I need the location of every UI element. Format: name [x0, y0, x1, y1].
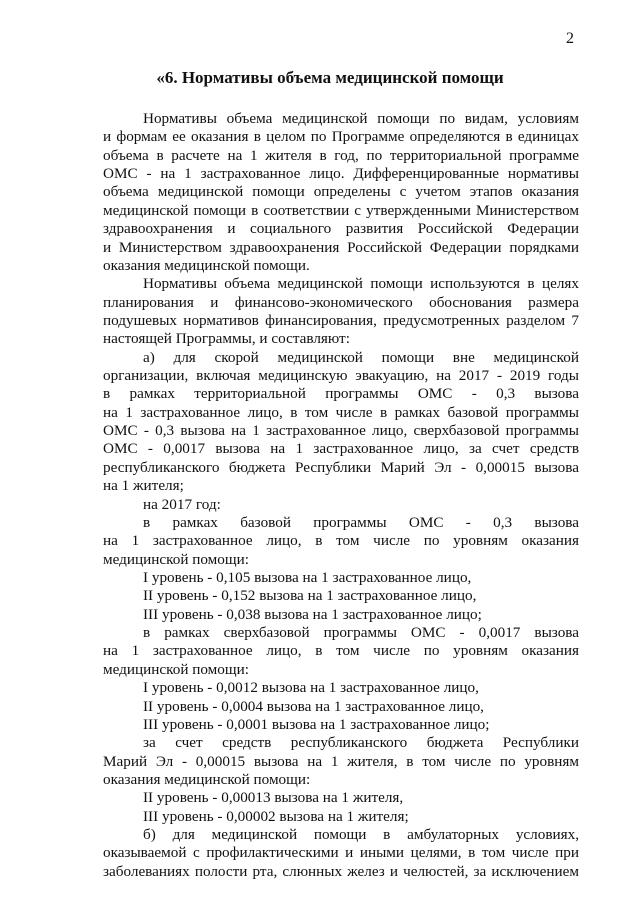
text-line: республиканского бюджета Республики Марий Эл - 0,00015 вызова [103, 458, 579, 476]
text-line: медицинской помощи в соответствии с утвержденными Министерством [103, 201, 579, 219]
text-line: I уровень - 0,0012 вызова на 1 застрахованное лицо, [143, 679, 479, 697]
page-number: 2 [566, 30, 574, 47]
text-line: организации, включая медицинскую эвакуацию, на 2017 - 2019 годы [103, 367, 579, 385]
text-line: на 1 застрахованное лицо, в том числе по уровням оказания [103, 532, 579, 550]
text-line: планирования и финансово-экономического обоснования размера [103, 293, 579, 311]
text-line: в рамках сверхбазовой программы ОМС - 0,0017 вызова [143, 624, 579, 642]
text-line: на 1 жителя; [103, 477, 184, 495]
text-line: на 2017 год: [143, 495, 221, 513]
text-line: в рамках базовой программы ОМС - 0,3 вызова [143, 513, 579, 531]
section-title: «6. Нормативы объема медицинской помощи [156, 68, 504, 87]
text-line: за счет средств республиканского бюджета Республики [143, 734, 579, 752]
text-line: оказываемой с профилактическими и иными целями, в том числе при [103, 844, 579, 862]
text-line: ОМС - 0,3 вызова на 1 застрахованное лицо, сверхбазовой программы [103, 422, 579, 440]
text-line: Нормативы объема медицинской помощи используются в целях [143, 275, 579, 293]
text-line: III уровень - 0,038 вызова на 1 застрахованное лицо; [143, 605, 482, 623]
text-line: ОМС - на 1 застрахованное лицо. Дифференцированные нормативы [103, 165, 579, 183]
text-line: I уровень - 0,105 вызова на 1 застрахованное лицо, [143, 568, 472, 586]
document-body [103, 110, 579, 881]
text-line: и формам ее оказания в целом по Программе определяются в единицах [103, 128, 579, 146]
text-line: заболеваниях полости рта, слюнных желез и челюстей, за исключением [103, 862, 579, 880]
text-line: ОМС - 0,0017 вызова на 1 застрахованное лицо, за счет средств [103, 440, 579, 458]
text-line: объема в расчете на 1 жителя в год, по территориальной программе [103, 146, 579, 164]
text-line: II уровень - 0,152 вызова на 1 застрахованное лицо, [143, 587, 477, 605]
text-line: Марий Эл - 0,00015 вызова на 1 жителя, в том числе по уровням [103, 752, 579, 770]
text-line: оказания медицинской помощи. [103, 256, 310, 274]
text-line: здравоохранения и социального развития Российской Федерации [103, 220, 579, 238]
text-line: настоящей Программы, и составляют: [103, 330, 350, 348]
text-line: оказания медицинской помощи: [103, 770, 311, 788]
text-line: в рамках территориальной программы ОМС - 0,3 вызова [103, 385, 579, 403]
text-line: подушевых нормативов финансирования, предусмотренных разделом 7 [103, 311, 579, 329]
text-line: III уровень - 0,0001 вызова на 1 застрахованное лицо; [143, 715, 490, 733]
text-line: на 1 застрахованное лицо, в том числе по уровням оказания [103, 642, 579, 660]
text-line: б) для медицинской помощи в амбулаторных условиях, [143, 826, 579, 844]
text-line: а) для скорой медицинской помощи вне медицинской [143, 348, 579, 366]
text-line: на 1 застрахованное лицо, в том числе в рамках базовой программы [103, 403, 579, 421]
text-line: II уровень - 0,00013 вызова на 1 жителя, [143, 789, 404, 807]
text-line: объема медицинской помощи определены с учетом этапов оказания [103, 183, 579, 201]
text-line: и Министерством здравоохранения Российской Федерации порядками [103, 238, 579, 256]
text-line: Нормативы объема медицинской помощи по видам, условиям [143, 110, 579, 127]
text-line: III уровень - 0,00002 вызова на 1 жителя; [143, 807, 409, 825]
text-line: медицинской помощи: [103, 550, 249, 568]
text-line: II уровень - 0,0004 вызова на 1 застрахованное лицо, [143, 697, 484, 715]
text-line: медицинской помощи: [103, 660, 249, 678]
